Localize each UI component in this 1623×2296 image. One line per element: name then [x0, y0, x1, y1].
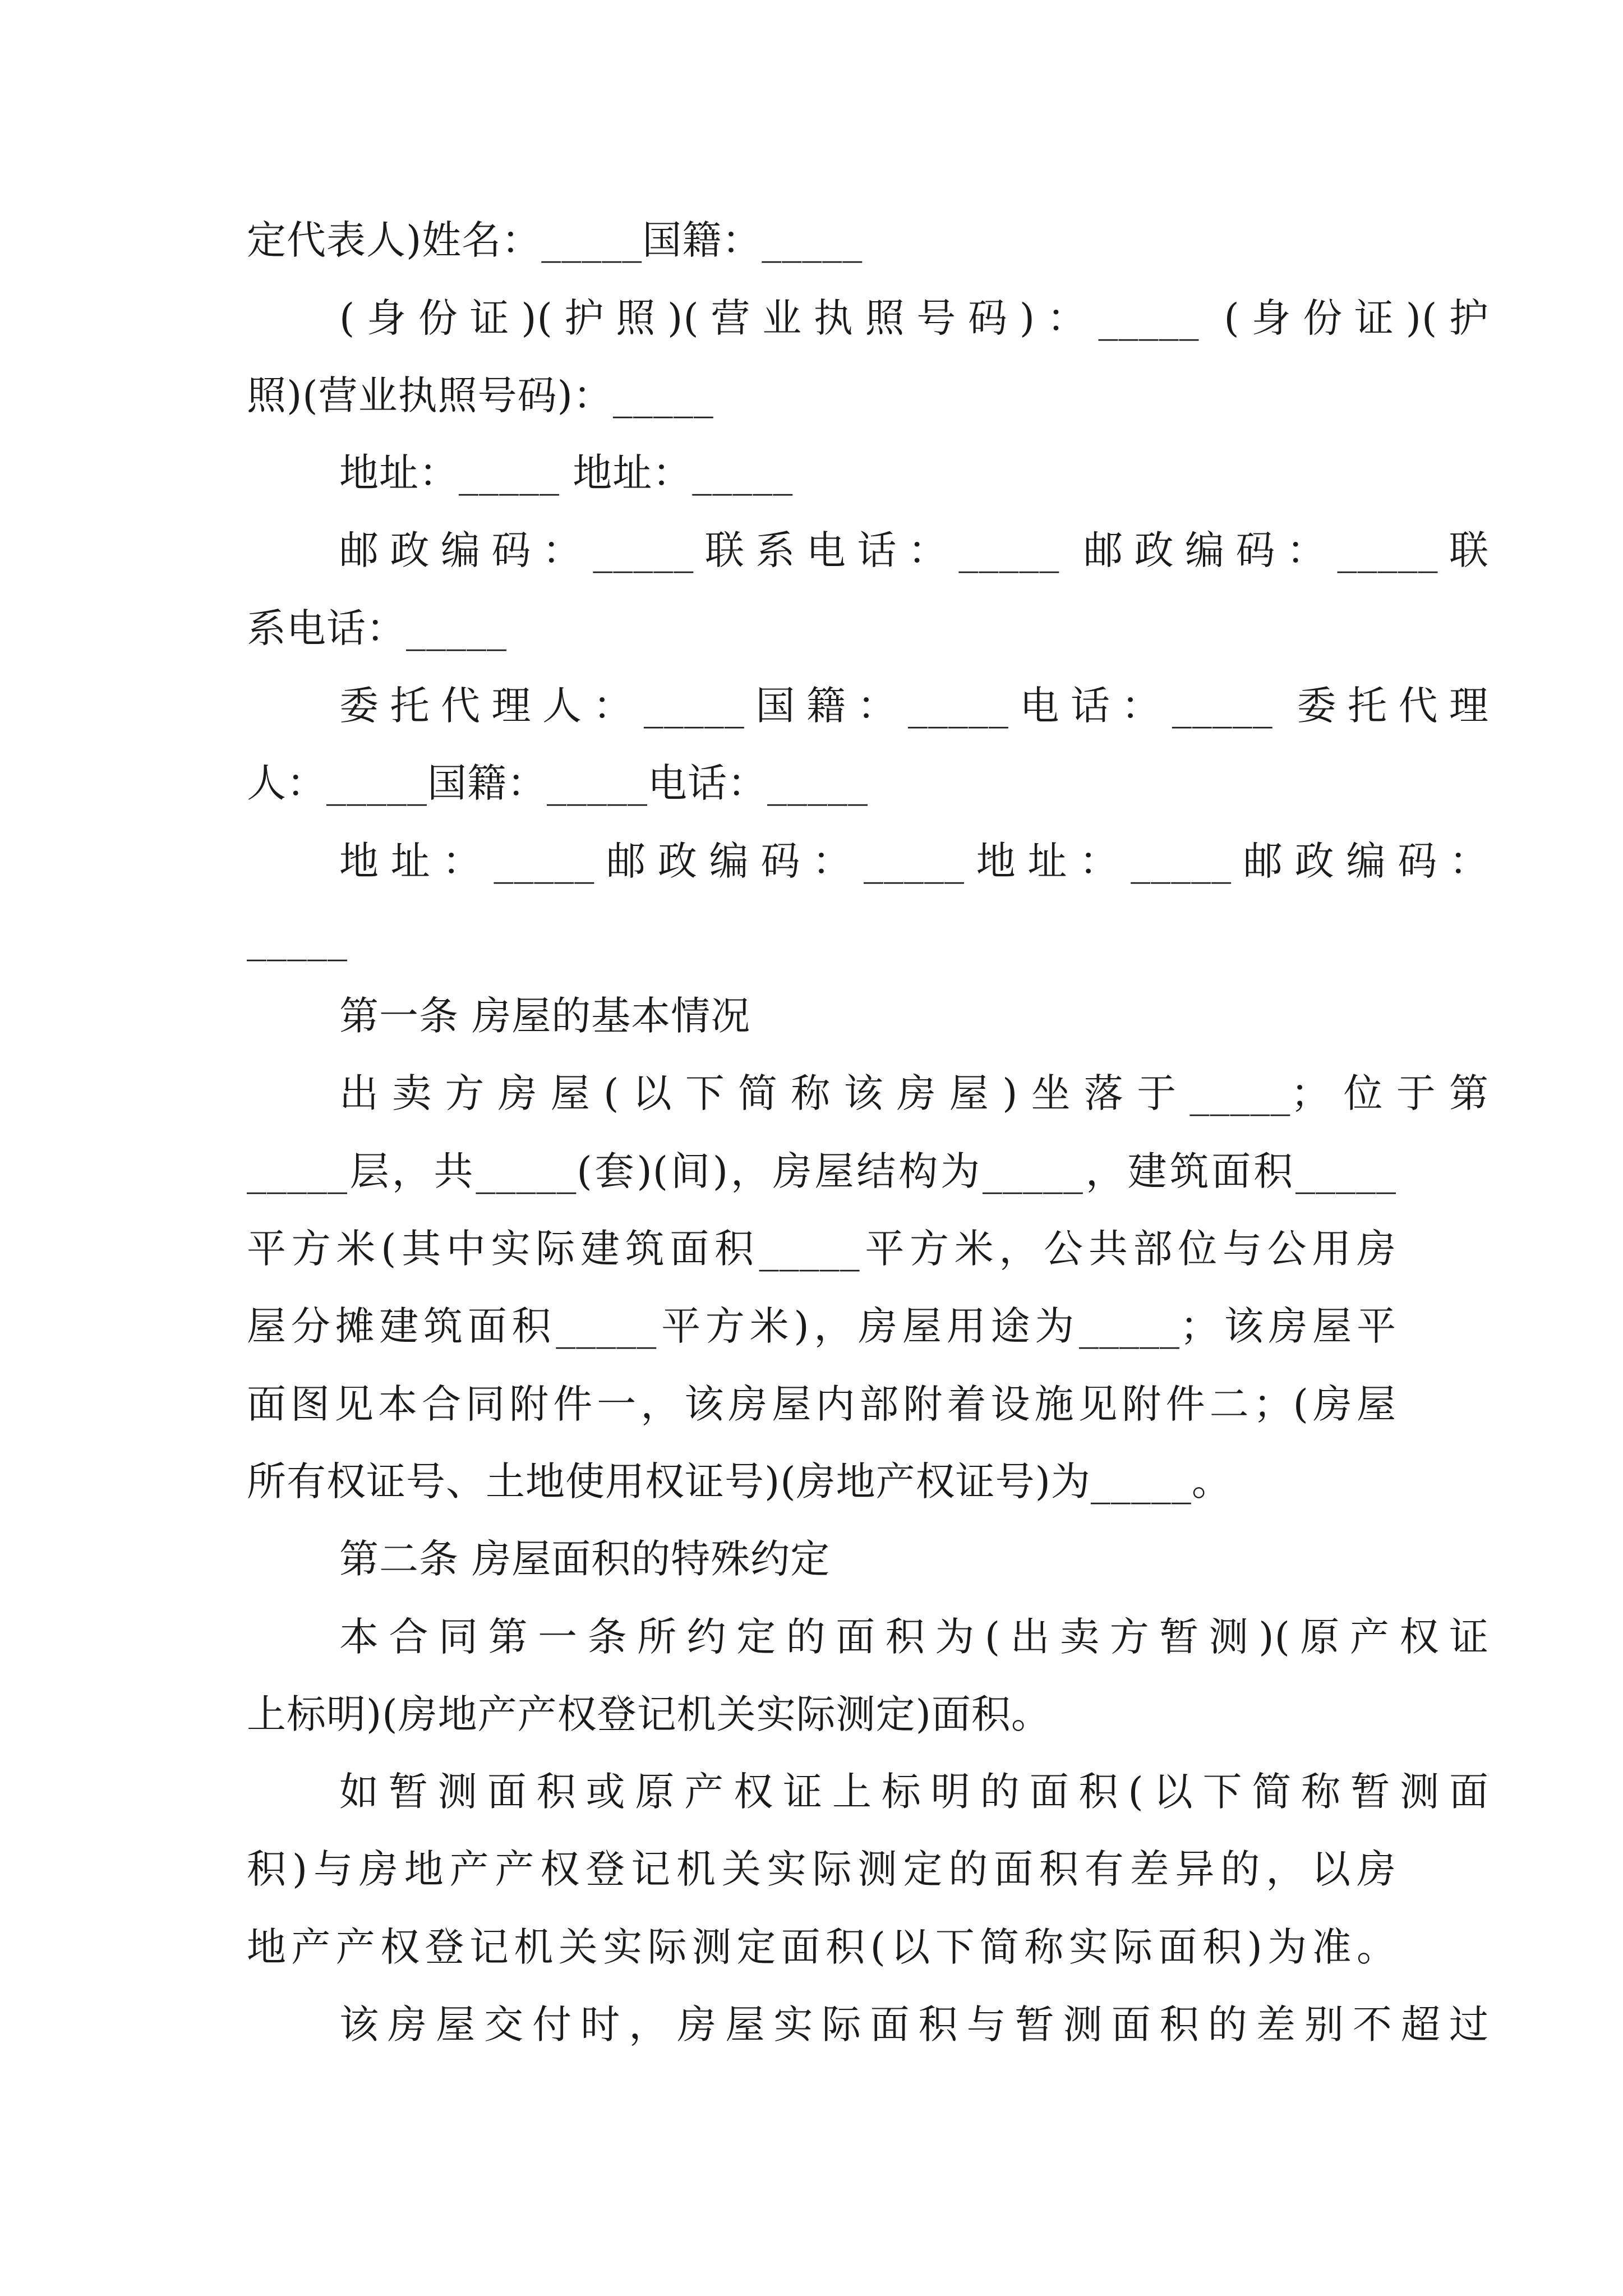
text-line: 地产产权登记机关实际测定面积(以下简称实际面积)为准。 [247, 1924, 1396, 1970]
section-heading: 第一条 房屋的基本情况 [339, 993, 751, 1039]
text-line: 照)(营业执照号码)：_____ [247, 372, 714, 418]
text-line: _____ [247, 915, 348, 961]
text-line: 委托代理人：_____国籍：_____电话：_____ 委托代理 [339, 683, 1489, 729]
section-heading: 第二条 房屋面积的特殊约定 [339, 1536, 831, 1582]
text-line: 地址：_____邮政编码：_____地址：_____邮政编码： [339, 838, 1489, 884]
text-line: 人：_____国籍：_____电话：_____ [247, 760, 868, 806]
text-line: 定代表人)姓名：_____国籍：_____ [247, 217, 863, 263]
text-line: 出卖方房屋(以下简称该房屋)坐落于_____；位于第 [339, 1070, 1489, 1116]
text-line: 上标明)(房地产产权登记机关实际测定)面积。 [247, 1691, 1051, 1737]
text-line: 系电话：_____ [247, 605, 507, 651]
text-line: 面图见本合同附件一，该房屋内部附着设施见附件二；(房屋 [247, 1381, 1396, 1427]
text-line: _____层，共_____(套)(间)，房屋结构为_____，建筑面积_____ [247, 1148, 1396, 1194]
text-line: 本合同第一条所约定的面积为(出卖方暂测)(原产权证 [339, 1614, 1489, 1660]
text-line: 如暂测面积或原产权证上标明的面积(以下简称暂测面 [339, 1769, 1489, 1815]
text-line: 所有权证号、土地使用权证号)(房地产权证号)为_____。 [247, 1458, 1232, 1504]
text-line: 邮政编码：_____联系电话：_____ 邮政编码：_____联 [339, 527, 1489, 573]
text-line: (身份证)(护照)(营业执照号码)：_____ (身份证)(护 [339, 295, 1489, 341]
text-line: 平方米(其中实际建筑面积_____平方米，公共部位与公用房 [247, 1226, 1396, 1272]
text-line: 该房屋交付时，房屋实际面积与暂测面积的差别不超过 [339, 2001, 1489, 2047]
text-line: 积)与房地产产权登记机关实际测定的面积有差异的，以房 [247, 1846, 1396, 1892]
text-line: 地址：_____ 地址：_____ [339, 450, 794, 496]
text-line: 屋分摊建筑面积_____平方米)，房屋用途为_____；该房屋平 [247, 1303, 1396, 1349]
